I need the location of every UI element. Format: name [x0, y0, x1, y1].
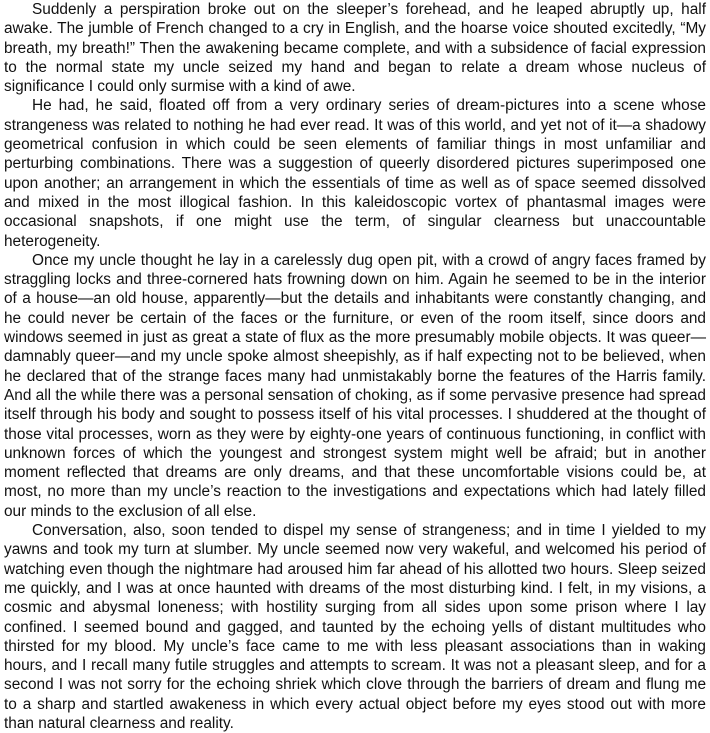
- paragraph-3: Once my uncle thought he lay in a carelessly dug open pit, with a crowd of angry faces framed by straggling locks and three-cornered hats frowning down on him. Again he seemed to be in the interior of a house—an old house, apparently—but the details and inhabitants were constantly changing, and he could never be certain of the faces or the furniture, or even of the room itself, since doors and windows seemed in just as great a state of flux as the more presumably mobile objects. It was queer—damnably queer—and my uncle spoke almost sheepishly, as if half expecting not to be believed, when he declared that of the strange faces many had unmistakably borne the features of the Harris family. And all the while there was a personal sensation of choking, as if some pervasive presence had spread itself through his body and sought to possess itself of his vital processes. I shuddered at the thought of those vital processes, worn as they were by eighty-one years of continuous functioning, in conflict with unknown forces of which the youngest and strongest system might well be afraid; but in another moment reflected that dreams are only dreams, and that these uncomfortable visions could be, at most, no more than my uncle’s reaction to the investigations and expectations which had lately filled our minds to the exclusion of all else.: [4, 251, 706, 520]
- document-page: [4, 0, 706, 733]
- paragraph-4: Conversation, also, soon tended to dispel my sense of strangeness; and in time I yielded to my yawns and took my turn at slumber. My uncle seemed now very wakeful, and welcomed his period of watching even though the nightmare had aroused him far ahead of his allotted two hours. Sleep seized me quickly, and I was at once haunted with dreams of the most disturbing kind. I felt, in my visions, a cosmic and abysmal loneness; with hostility surging from all sides upon some prison where I lay confined. I seemed bound and gagged, and taunted by the echoing yells of distant multitudes who thirsted for my blood. My uncle’s face came to me with less pleasant associations than in waking hours, and I recall many futile struggles and attempts to scream. It was not a pleasant sleep, and for a second I was not sorry for the echoing shriek which clove through the barriers of dream and flung me to a sharp and startled awakeness in which every actual object before my eyes stood out with more than natural clearness and reality.: [4, 522, 706, 732]
- paragraph-2: He had, he said, floated off from a very ordinary series of dream-pictures into a scene whose strangeness was related to nothing he had ever read. It was of this world, and yet not of it—a shadowy geometrical confusion in which could be seen elements of familiar things in most unfamiliar and perturbing combinations. There was a suggestion of queerly disordered pictures superimposed one upon another; an arrangement in which the essentials of time as well as of space seemed dissolved and mixed in the most illogical fashion. In this kaleidoscopic vortex of phantasmal images were occasional snapshots, if one might use the term, of singular clearness but unaccountable heterogeneity.: [4, 97, 706, 250]
- paragraph-1: Suddenly a perspiration broke out on the sleeper’s forehead, and he leaped abruptly up, half awake. The jumble of French changed to a cry in English, and the hoarse voice shouted excitedly, “My breath, my breath!” Then the awakening became complete, and with a subsidence of facial expression to the normal state my uncle seized my hand and began to relate a dream whose nucleus of significance I could only surmise with a kind of awe.: [4, 1, 706, 96]
